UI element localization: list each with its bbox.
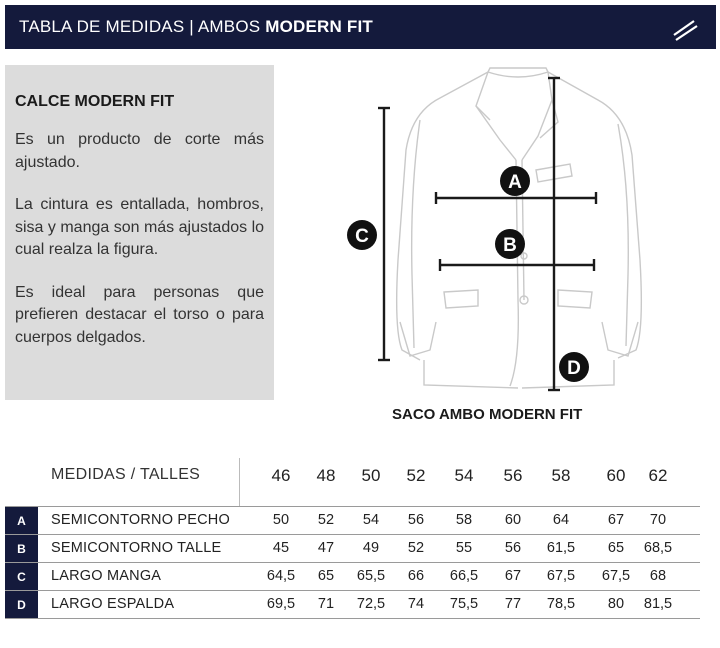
- size-heading: 46: [271, 466, 291, 485]
- cell-value: 61,5: [546, 540, 576, 556]
- cell-value: 52: [407, 540, 425, 556]
- cell-value: 56: [407, 512, 425, 528]
- size-heading: 56: [503, 466, 523, 485]
- cell-value: 66: [407, 568, 425, 584]
- cell-value: 72,5: [356, 596, 386, 612]
- row-tag: D: [5, 591, 38, 618]
- marker-b: [495, 229, 525, 259]
- marker-a: [500, 166, 530, 196]
- cell-value: 49: [362, 540, 380, 556]
- marker-c: [347, 220, 377, 250]
- title-light: TABLA DE MEDIDAS | AMBOS: [19, 17, 266, 36]
- cell-value: 67,5: [601, 568, 631, 584]
- cell-value: 65: [607, 540, 625, 556]
- row-tag: C: [5, 563, 38, 590]
- header-divider: [239, 458, 240, 506]
- cell-value: 52: [317, 512, 335, 528]
- cell-value: 78,5: [546, 596, 576, 612]
- cell-value: 69,5: [266, 596, 296, 612]
- cell-value: 56: [504, 540, 522, 556]
- svg-text:D: D: [567, 358, 581, 379]
- fit-paragraph-1: Es un producto de corte más ajustado.: [15, 131, 264, 171]
- cell-value: 77: [504, 596, 522, 612]
- cell-value: 67,5: [546, 568, 576, 584]
- size-heading: 60: [606, 466, 626, 485]
- cell-value: 60: [504, 512, 522, 528]
- svg-text:C: C: [355, 226, 369, 247]
- title-bold: MODERN FIT: [265, 17, 374, 36]
- fit-heading: CALCE MODERN FIT: [15, 93, 175, 110]
- cell-value: 45: [272, 540, 290, 556]
- fit-paragraph-2: La cintura es entallada, hombros, sisa y manga son más ajustados lo cual realza la figura.: [15, 196, 265, 258]
- header-bar: [5, 5, 716, 49]
- cell-value: 70: [649, 512, 667, 528]
- cell-value: 66,5: [449, 568, 479, 584]
- row-name: SEMICONTORNO TALLE: [51, 540, 222, 556]
- cell-value: 74: [407, 596, 425, 612]
- cell-value: 68: [649, 568, 667, 584]
- cell-value: 80: [607, 596, 625, 612]
- cell-value: 81,5: [643, 596, 673, 612]
- cell-value: 55: [455, 540, 473, 556]
- double-slash-logo-icon: [672, 15, 698, 41]
- size-heading: 62: [648, 466, 668, 485]
- cell-value: 65: [317, 568, 335, 584]
- row-tag: A: [5, 507, 38, 534]
- table-row: [5, 563, 700, 591]
- cell-value: 54: [362, 512, 380, 528]
- cell-value: 75,5: [449, 596, 479, 612]
- cell-value: 65,5: [356, 568, 386, 584]
- cell-value: 71: [317, 596, 335, 612]
- row-tag: B: [5, 535, 38, 562]
- cell-value: 47: [317, 540, 335, 556]
- size-heading: 52: [406, 466, 426, 485]
- cell-value: 67: [607, 512, 625, 528]
- cell-value: 64,5: [266, 568, 296, 584]
- svg-text:B: B: [503, 235, 517, 256]
- table-row: [5, 506, 700, 535]
- size-heading: 58: [551, 466, 571, 485]
- cell-value: 68,5: [643, 540, 673, 556]
- fit-paragraph-3: Es ideal para personas que prefieren destacar el torso o para cuerpos delgados.: [15, 283, 264, 346]
- size-table: [5, 458, 700, 619]
- fit-info-panel: [5, 65, 274, 400]
- jacket-diagram: [340, 60, 660, 405]
- row-name: LARGO ESPALDA: [51, 596, 175, 612]
- size-heading: 50: [361, 466, 381, 485]
- page-title: [19, 17, 373, 37]
- size-heading: 48: [316, 466, 336, 485]
- cell-value: 64: [552, 512, 570, 528]
- cell-value: 50: [272, 512, 290, 528]
- cell-value: 58: [455, 512, 473, 528]
- row-name: LARGO MANGA: [51, 568, 162, 584]
- row-name: SEMICONTORNO PECHO: [51, 512, 230, 528]
- marker-d: [559, 352, 589, 382]
- size-table-header: [5, 458, 700, 506]
- cell-value: 67: [504, 568, 522, 584]
- measures-label: MEDIDAS / TALLES: [51, 466, 201, 483]
- figure-caption: SACO AMBO MODERN FIT: [392, 406, 583, 423]
- svg-text:A: A: [508, 172, 522, 193]
- table-row: [5, 591, 700, 619]
- table-row: [5, 535, 700, 563]
- size-heading: 54: [454, 466, 474, 485]
